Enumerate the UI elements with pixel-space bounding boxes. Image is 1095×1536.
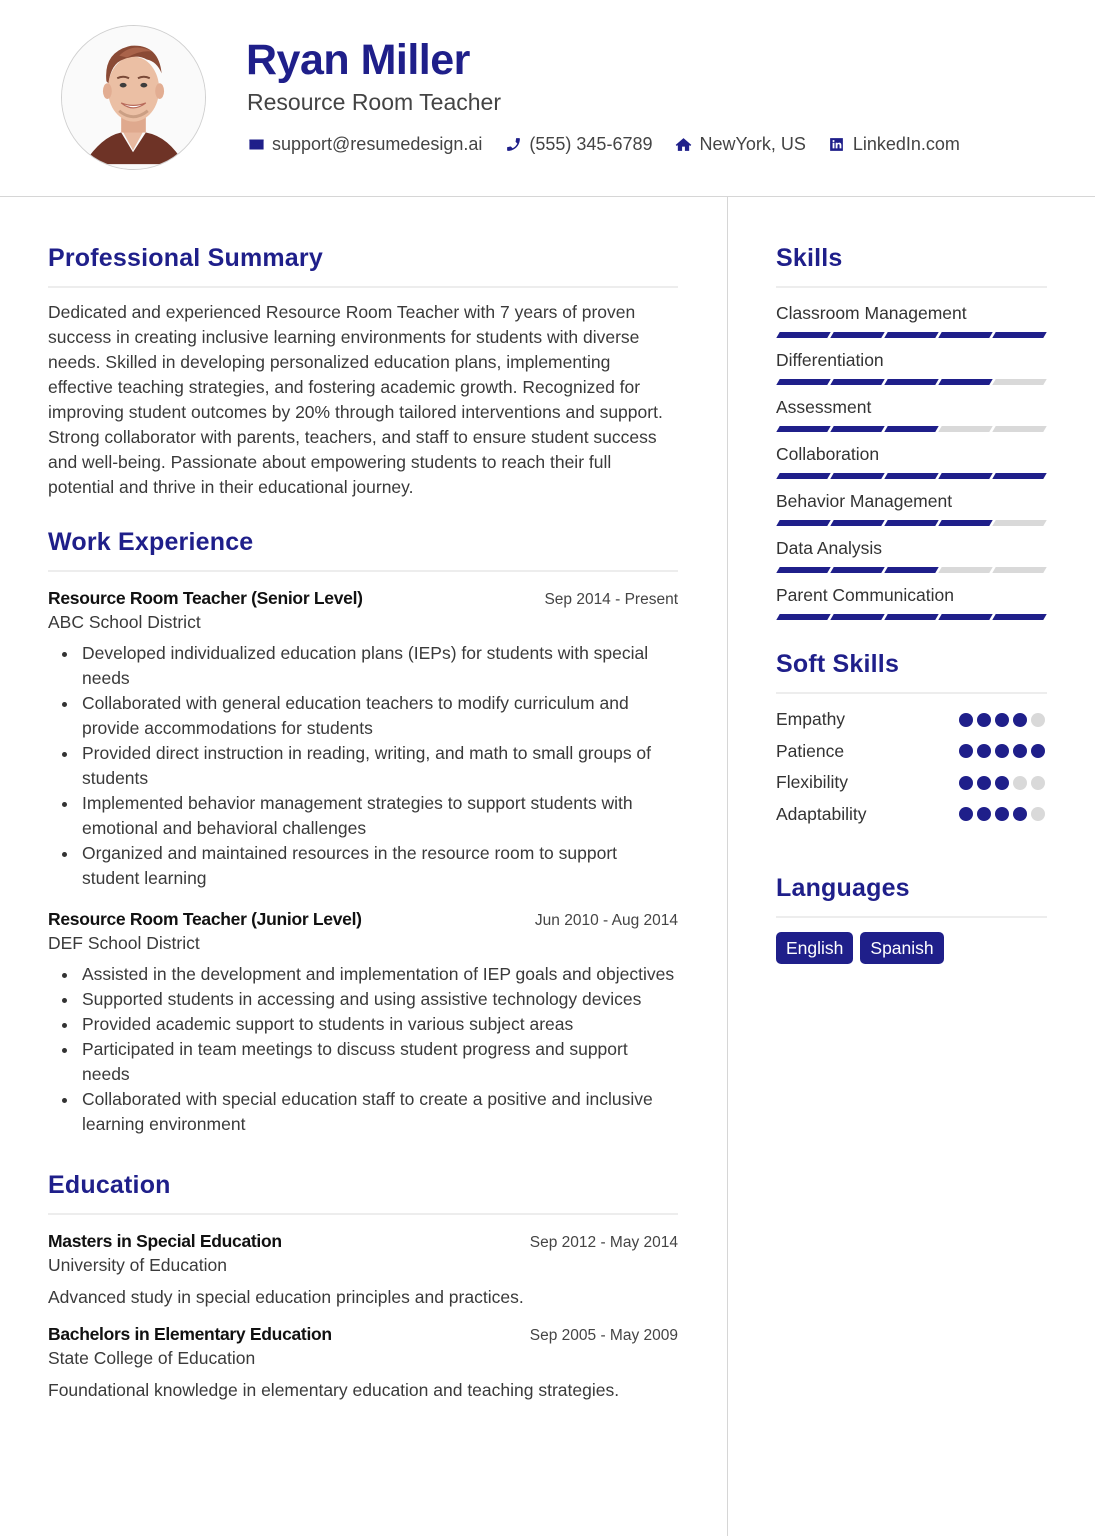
- contact-linkedin-text: LinkedIn.com: [852, 134, 960, 154]
- rating-segment-filled: [884, 520, 938, 526]
- home-icon: [674, 136, 692, 154]
- skill-name: Differentiation: [776, 350, 884, 370]
- profile-photo-illustration: [62, 26, 205, 169]
- soft-skill-item: [776, 799, 1047, 831]
- contact-linkedin[interactable]: [828, 134, 960, 155]
- job-bullet: Organized and maintained resources in the resource room to support student learning: [48, 841, 678, 891]
- skill-name: Data Analysis: [776, 538, 883, 558]
- education-entry: [48, 1322, 678, 1403]
- rating-dot-filled: [995, 807, 1009, 821]
- job-organization: ABC School District: [48, 612, 201, 632]
- rating-segment-filled: [830, 520, 884, 526]
- soft-skill-item: [776, 736, 1047, 768]
- rating-segment-filled: [884, 379, 938, 385]
- rating-segment-filled: [938, 520, 992, 526]
- resume-header: [0, 0, 1095, 197]
- soft-skill-name: Patience: [776, 740, 845, 761]
- skill-item: [776, 442, 1047, 479]
- soft-skill-name: Flexibility: [776, 772, 848, 793]
- rating-dot-filled: [977, 776, 991, 790]
- job-bullet: Provided academic support to students in various subject areas: [48, 1012, 678, 1037]
- contact-list: [247, 134, 982, 155]
- rating-dot-filled: [977, 744, 991, 758]
- job-bullets: [48, 641, 678, 891]
- rating-dot-filled: [959, 744, 973, 758]
- education-date: Sep 2012 - May 2014: [529, 1234, 678, 1251]
- rating-segment-filled: [830, 379, 884, 385]
- main-column: [48, 240, 678, 1403]
- job-date: Jun 2010 - Aug 2014: [534, 912, 678, 929]
- rating-segment-filled: [776, 473, 830, 479]
- envelope-icon: [247, 136, 265, 154]
- rating-segment-empty: [992, 379, 1046, 385]
- rating-segment-filled: [830, 473, 884, 479]
- job-bullet: Provided direct instruction in reading, writing, and math to small groups of students: [48, 741, 678, 791]
- rating-dot-empty: [1031, 713, 1045, 727]
- job-bullet: Developed individualized education plans (IEPs) for students with special needs: [48, 641, 678, 691]
- skill-name: Classroom Management: [776, 303, 967, 323]
- soft-skills-list: [776, 704, 1047, 830]
- column-divider: [727, 197, 728, 1536]
- rating-dot-filled: [1013, 807, 1027, 821]
- skills-list: [776, 301, 1047, 620]
- skill-rating-bar: [776, 426, 1047, 432]
- skill-item: [776, 348, 1047, 385]
- job-title: Resource Room Teacher (Senior Level): [48, 588, 363, 608]
- skill-rating-bar: [776, 379, 1047, 385]
- rating-segment-filled: [938, 473, 992, 479]
- skill-item: [776, 301, 1047, 338]
- skill-rating-bar: [776, 520, 1047, 526]
- section-divider: [776, 286, 1047, 288]
- languages-section: [776, 870, 1047, 964]
- rating-dot-filled: [1013, 713, 1027, 727]
- education-entry: [48, 1229, 678, 1310]
- contact-email[interactable]: [247, 134, 482, 155]
- section-divider: [776, 692, 1047, 694]
- rating-segment-filled: [884, 614, 938, 620]
- degree-title: Bachelors in Elementary Education: [48, 1324, 332, 1344]
- soft-skill-item: [776, 767, 1047, 799]
- soft-skill-name: Adaptability: [776, 803, 867, 824]
- section-title-education: Education: [48, 1171, 171, 1199]
- summary-text: Dedicated and experienced Resource Room Teacher with 7 years of proven success in creating inclusive learning environments for students with diverse needs. Skilled in developing personalized education plans, implementing effective teaching strategies, and fostering academic growth. Recognized for improving student outcomes by 20% through tailored interventions and support. Strong collaborator with parents, teachers, and staff to ensure student success and well-being. Passionate about empowering students to reach their full potential and thrive in their educational journey.: [48, 302, 663, 497]
- job-bullet: Participated in team meetings to discuss student progress and support needs: [48, 1037, 678, 1087]
- soft-skill-rating-dots: [959, 744, 1047, 758]
- rating-dot-filled: [959, 713, 973, 727]
- rating-segment-filled: [938, 332, 992, 338]
- section-title-soft-skills: Soft Skills: [776, 650, 900, 678]
- education-description: Advanced study in special education principles and practices.: [48, 1287, 524, 1307]
- section-divider: [48, 570, 678, 572]
- job-bullet: Assisted in the development and implementation of IEP goals and objectives: [48, 962, 678, 987]
- section-divider: [48, 286, 678, 288]
- degree-title: Masters in Special Education: [48, 1231, 282, 1251]
- job-title: Resource Room Teacher (Junior Level): [48, 909, 362, 929]
- rating-segment-empty: [938, 567, 992, 573]
- rating-dot-empty: [1031, 807, 1045, 821]
- job-entry: [48, 586, 678, 891]
- skill-item: [776, 489, 1047, 526]
- rating-dot-filled: [977, 807, 991, 821]
- job-bullets: [48, 962, 678, 1137]
- soft-skill-name: Empathy: [776, 709, 846, 730]
- rating-segment-filled: [884, 426, 938, 432]
- soft-skill-rating-dots: [959, 807, 1047, 821]
- education-description: Foundational knowledge in elementary education and teaching strategies.: [48, 1380, 620, 1400]
- candidate-name: Ryan Miller: [246, 36, 470, 84]
- profile-photo: [61, 25, 206, 170]
- rating-segment-filled: [830, 614, 884, 620]
- rating-segment-empty: [992, 426, 1046, 432]
- phone-icon: [504, 136, 522, 154]
- skill-item: [776, 583, 1047, 620]
- rating-segment-filled: [776, 520, 830, 526]
- rating-segment-empty: [938, 426, 992, 432]
- rating-dot-filled: [995, 776, 1009, 790]
- rating-segment-filled: [992, 332, 1046, 338]
- contact-phone-text: (555) 345-6789: [529, 134, 653, 154]
- rating-segment-filled: [830, 426, 884, 432]
- section-title-languages: Languages: [776, 874, 910, 902]
- experience-section: [48, 524, 678, 1137]
- rating-segment-filled: [992, 614, 1046, 620]
- candidate-role: Resource Room Teacher: [247, 89, 501, 115]
- rating-segment-filled: [992, 473, 1046, 479]
- skills-section: [776, 240, 1047, 620]
- job-bullet: Collaborated with general education teachers to modify curriculum and provide accommodations for students: [48, 691, 678, 741]
- rating-dot-filled: [959, 776, 973, 790]
- rating-dot-filled: [977, 713, 991, 727]
- skill-rating-bar: [776, 614, 1047, 620]
- contact-location-text: NewYork, US: [699, 134, 806, 154]
- section-divider: [776, 916, 1047, 918]
- skill-rating-bar: [776, 567, 1047, 573]
- rating-dot-filled: [1013, 744, 1027, 758]
- section-title-skills: Skills: [776, 244, 843, 272]
- job-date: Sep 2014 - Present: [544, 591, 678, 608]
- soft-skill-item: [776, 704, 1047, 736]
- job-bullet: Supported students in accessing and using assistive technology devices: [48, 987, 678, 1012]
- skill-name: Assessment: [776, 397, 872, 417]
- section-divider: [48, 1213, 678, 1215]
- rating-segment-filled: [776, 379, 830, 385]
- rating-dot-filled: [995, 713, 1009, 727]
- school-name: State College of Education: [48, 1348, 256, 1368]
- rating-segment-filled: [776, 614, 830, 620]
- skill-rating-bar: [776, 332, 1047, 338]
- language-tag-english: English: [776, 932, 853, 964]
- soft-skills-section: [776, 646, 1047, 830]
- job-bullet: Implemented behavior management strategies to support students with emotional and behavioral challenges: [48, 791, 678, 841]
- skill-item: [776, 395, 1047, 432]
- linkedin-icon: [828, 136, 846, 154]
- rating-dot-filled: [959, 807, 973, 821]
- job-bullet: Collaborated with special education staff to create a positive and inclusive learning environment: [48, 1087, 678, 1137]
- contact-email-text: support@resumedesign.ai: [272, 134, 483, 154]
- rating-segment-filled: [830, 332, 884, 338]
- job-organization: DEF School District: [48, 933, 200, 953]
- skill-name: Behavior Management: [776, 491, 953, 511]
- contact-location: [674, 134, 805, 155]
- skill-name: Parent Communication: [776, 585, 954, 605]
- rating-segment-filled: [938, 614, 992, 620]
- job-entry: [48, 907, 678, 1137]
- school-name: University of Education: [48, 1255, 227, 1275]
- skill-item: [776, 536, 1047, 573]
- rating-dot-filled: [1031, 744, 1045, 758]
- skill-name: Collaboration: [776, 444, 880, 464]
- rating-segment-filled: [884, 332, 938, 338]
- summary-section: [48, 240, 678, 500]
- language-tags: [776, 932, 1047, 964]
- education-date: Sep 2005 - May 2009: [529, 1327, 678, 1344]
- rating-segment-filled: [884, 567, 938, 573]
- rating-segment-filled: [776, 332, 830, 338]
- rating-segment-filled: [776, 567, 830, 573]
- rating-dot-filled: [995, 744, 1009, 758]
- sidebar-column: [776, 240, 1047, 964]
- skill-rating-bar: [776, 473, 1047, 479]
- rating-segment-empty: [992, 567, 1046, 573]
- rating-segment-filled: [830, 567, 884, 573]
- rating-dot-empty: [1013, 776, 1027, 790]
- section-title-summary: Professional Summary: [48, 244, 323, 272]
- rating-segment-filled: [776, 426, 830, 432]
- contact-phone[interactable]: [504, 134, 652, 155]
- rating-dot-empty: [1031, 776, 1045, 790]
- rating-segment-empty: [992, 520, 1046, 526]
- soft-skill-rating-dots: [959, 713, 1047, 727]
- education-section: [48, 1167, 678, 1403]
- soft-skill-rating-dots: [959, 776, 1047, 790]
- rating-segment-filled: [884, 473, 938, 479]
- section-title-experience: Work Experience: [48, 528, 254, 556]
- rating-segment-filled: [938, 379, 992, 385]
- language-tag-spanish: Spanish: [860, 932, 943, 964]
